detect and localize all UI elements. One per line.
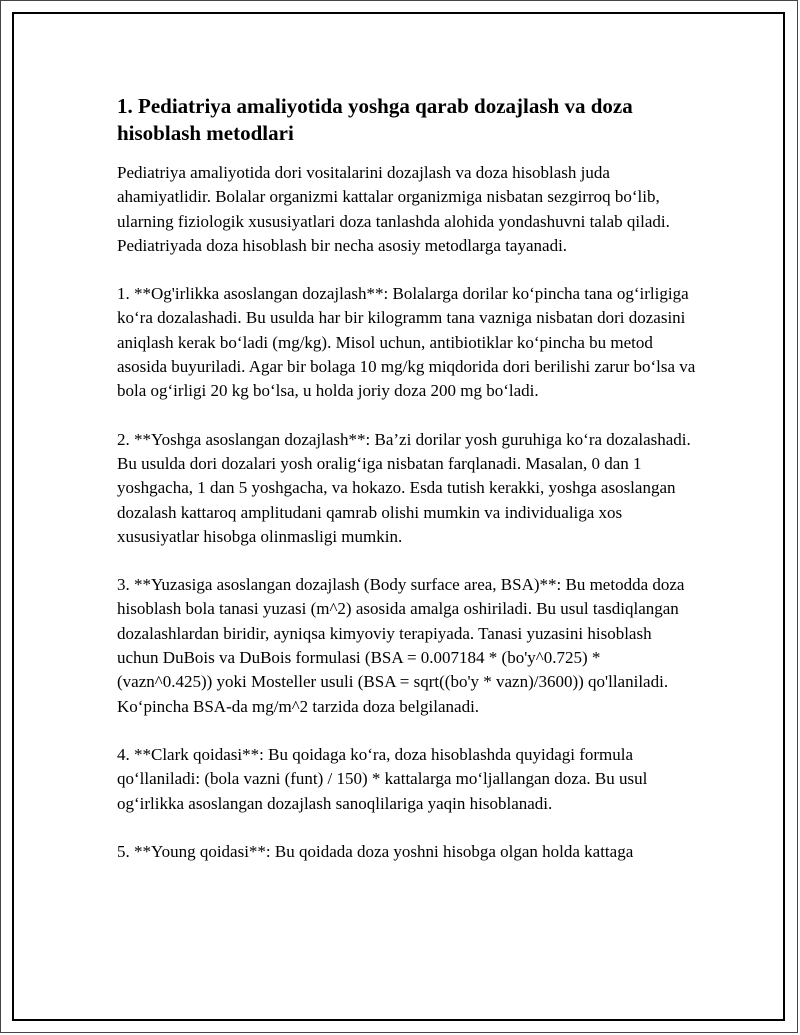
young-rule-paragraph: 5. **Young qoidasi**: Bu qoidada doza yoshni hisobga olgan holda kattaga <box>117 841 634 861</box>
weight-based-dosing-paragraph: 1. **Og'irlikka asoslangan dozajlash**: Bolalarga dorilar ko‘pincha tana og‘irligiga ko‘ra dozalashadi. Bu usulda har bir kilogramm tana vazniga nisbatan dori dozasini aniqlash kerak bo‘ladi (mg/kg). Misol uchun, antibiotiklar ko‘pincha bu metod asosida buyuriladi. Agar bir bolaga 10 mg/kg miqdorida dori berilishi zarur bo‘lsa va bola og‘irligi 20 kg bo‘lsa, u holda joriy doza 200 mg bo‘ladi. <box>117 284 696 401</box>
clark-rule-paragraph: 4. **Clark qoidasi**: Bu qoidaga ko‘ra, doza hisoblashda quyidagi formula qo‘llaniladi: (bola vazni (funt) / 150) * kattalarga mo‘ljallangan doza. Bu usul og‘irlikka asoslangan dozajlash sanoqlilariga yaqin hisoblanadi. <box>117 744 648 813</box>
document-body <box>117 93 697 864</box>
bsa-dosing-paragraph: 3. **Yuzasiga asoslangan dozajlash (Body surface area, BSA)**: Bu metodda doza hisoblash bola tanasi yuzasi (m^2) asosida amalga oshiriladi. Bu usul tasdiqlangan dozalashlardan biridir, ayniqsa kimyoviy terapiyada. Tanasi yuzasini hisoblash uchun DuBois va DuBois formulasi (BSA = 0.007184 * (bo'y^0.725) * (vazn^0.425)) yoki Mosteller usuli (BSA = sqrt((bo'y * vazn)/3600)) qo'llaniladi. Ko‘pincha BSA-da mg/m^2 tarzida doza belgilanadi. <box>117 575 685 716</box>
age-based-dosing-paragraph: 2. **Yoshga asoslangan dozajlash**: Ba’zi dorilar yosh guruhiga ko‘ra dozalashadi. Bu usulda dori dozalari yosh oralig‘iga nisbatan farqlanadi. Masalan, 0 dan 1 yoshgacha, 1 dan 5 yoshgacha, va hokazo. Esda tutish kerakki, yoshga asoslangan dozalash kattaroq amplitudani qamrab olishi mumkin va individualiga xos xususiyatlar hisobga olinmasligi mumkin. <box>117 429 691 546</box>
intro-paragraph: Pediatriya amaliyotida dori vositalarini dozajlash va doza hisoblash juda ahamiyatlidir. Bolalar organizmi kattalar organizmiga nisbatan sezgirroq bo‘lib, ularning fiziologik xususiyatlari doza tanlashda alohida yondashuvni talab qiladi. Pediatriyada doza hisoblash bir necha asosiy metodlarga tayanadi. <box>117 163 670 255</box>
section-title: 1. Pediatriya amaliyotida yoshga qarab dozajlash va doza hisoblash metodlari <box>117 94 633 145</box>
